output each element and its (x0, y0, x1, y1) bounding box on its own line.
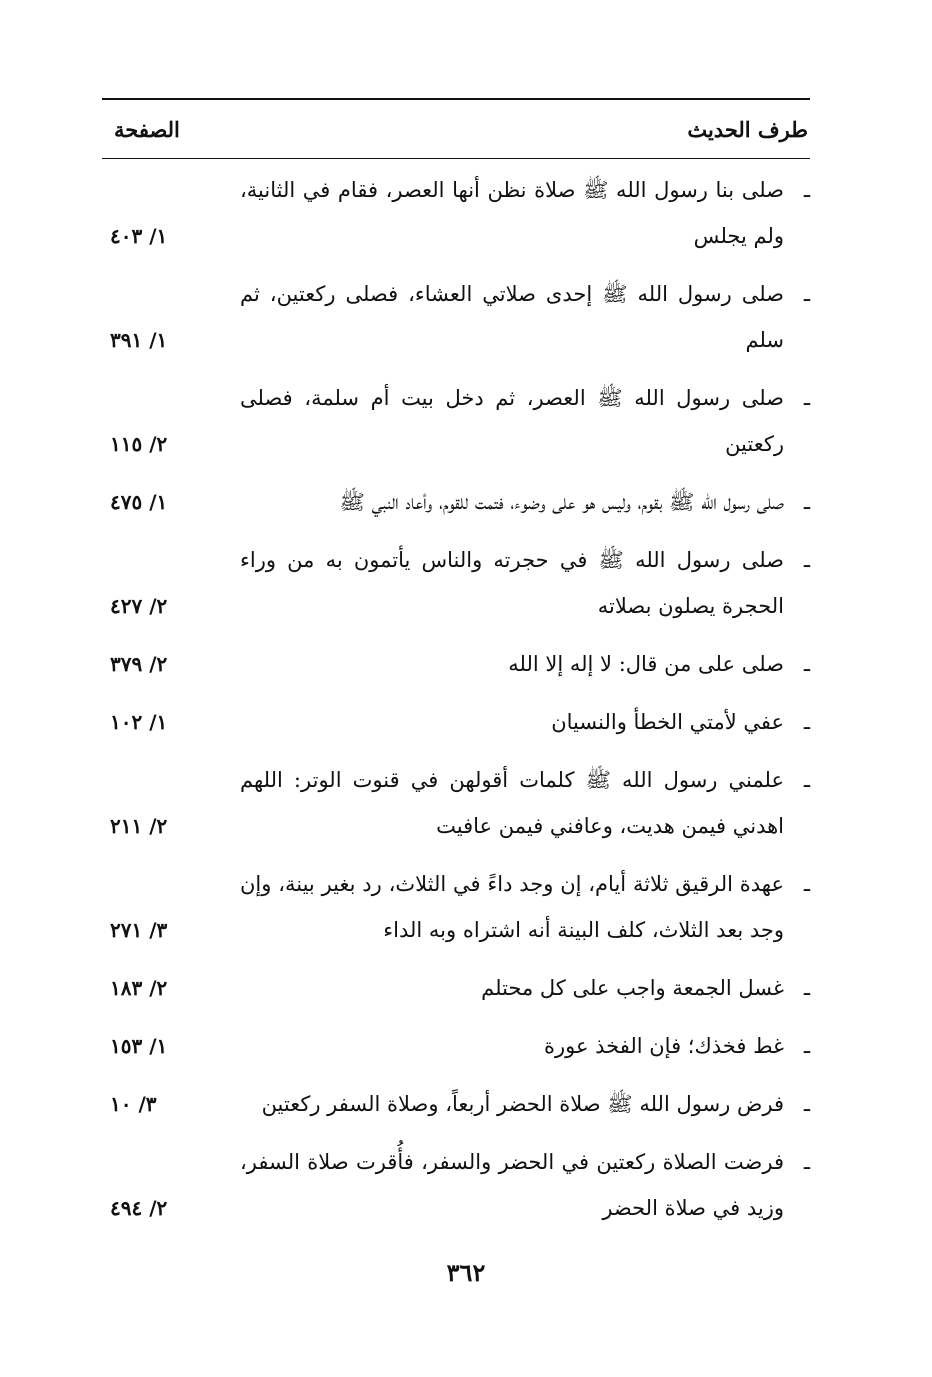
page-number: ٣٦٢ (446, 1258, 486, 1287)
list-item (102, 757, 810, 849)
page-reference: ٣/ ٢٧١ (110, 918, 168, 942)
page-reference: ٢/ ٣٧٩ (110, 652, 168, 676)
page-reference: ١/ ٣٩١ (110, 328, 168, 352)
hadith-text: صلى على من قال: لا إله إلا الله (508, 652, 784, 676)
list-item (102, 699, 810, 745)
entry-dash: ـ (803, 652, 810, 676)
entry-dash: ـ (803, 710, 810, 734)
hadith-text: عهدة الرقيق ثلاثة أيام، إن وجد داءً في الثلاث، رد بغير بينة، وإن وجد بعد الثلاث، كلف البينة أنه اشتراه وبه الداء (240, 872, 784, 942)
list-item (102, 641, 810, 687)
index-page (102, 98, 810, 1231)
page-reference: ١/ ٤٠٣ (110, 224, 168, 248)
hadith-text: غسل الجمعة واجب على كل محتلم (481, 976, 784, 1000)
header-rule (102, 158, 810, 159)
list-item (102, 271, 810, 363)
page-reference: ١/ ١٥٣ (110, 1034, 168, 1058)
page-reference: ٢/ ٤٩٤ (110, 1196, 168, 1220)
list-item (102, 167, 810, 259)
entry-dash: ـ (803, 490, 810, 514)
entry-dash: ـ (803, 1034, 810, 1058)
list-item (102, 965, 810, 1011)
entry-dash: ـ (803, 1092, 810, 1116)
hadith-text: صلى بنا رسول الله ﷺ صلاة نظن أنها العصر، فقام في الثانية، ولم يجلس (240, 178, 784, 248)
list-item (102, 1081, 810, 1127)
hadith-text: صلى رسول الله ﷺ إحدى صلاتي العشاء، فصلى ركعتين، ثم سلم (240, 282, 784, 352)
entry-dash: ـ (803, 178, 810, 202)
page-reference: ١/ ١٠٢ (110, 710, 168, 734)
entry-dash: ـ (803, 872, 810, 896)
table-header (102, 100, 810, 158)
hadith-column-heading: طرف الحديث (687, 116, 808, 142)
hadith-text: صلى رسول الله ﷺ بقوم، وليس هو على وضوء، فتمت للقوم، وأعاد النبي ﷺ (339, 490, 784, 514)
hadith-text: غط فخذك؛ فإن الفخذ عورة (543, 1034, 784, 1058)
page-reference: ٢/ ١١٥ (110, 432, 168, 456)
list-item (102, 861, 810, 953)
page-reference: ٣/ ١٠ (110, 1092, 157, 1116)
page-reference: ١/ ٤٧٥ (110, 490, 168, 514)
page-reference: ٢/ ٢١١ (110, 814, 168, 838)
hadith-index-list (102, 167, 810, 1231)
list-item (102, 537, 810, 629)
hadith-text: فرض رسول الله ﷺ صلاة الحضر أربعاً، وصلاة السفر ركعتين (261, 1092, 784, 1116)
hadith-text: فرضت الصلاة ركعتين في الحضر والسفر، فأُقرت صلاة السفر، وزيد في صلاة الحضر (240, 1150, 784, 1220)
page-reference: ٢/ ١٨٣ (110, 976, 168, 1000)
entry-dash: ـ (803, 548, 810, 572)
hadith-text: عفي لأمتي الخطأ والنسيان (551, 710, 784, 734)
hadith-text: صلى رسول الله ﷺ في حجرته والناس يأتمون به من وراء الحجرة يصلون بصلاته (240, 548, 784, 618)
entry-dash: ـ (803, 1150, 810, 1174)
page-column-heading: الصفحة (114, 116, 180, 142)
entry-dash: ـ (803, 282, 810, 306)
list-item (102, 479, 810, 525)
entry-dash: ـ (803, 768, 810, 792)
hadith-text: صلى رسول الله ﷺ العصر، ثم دخل بيت أم سلمة، فصلى ركعتين (240, 386, 784, 456)
entry-dash: ـ (803, 976, 810, 1000)
page-reference: ٢/ ٤٢٧ (110, 594, 168, 618)
list-item (102, 375, 810, 467)
hadith-text: علمني رسول الله ﷺ كلمات أقولهن في قنوت الوتر: اللهم اهدني فيمن هديت، وعافني فيمن عافيت (240, 768, 784, 838)
list-item (102, 1139, 810, 1231)
list-item (102, 1023, 810, 1069)
entry-dash: ـ (803, 386, 810, 410)
